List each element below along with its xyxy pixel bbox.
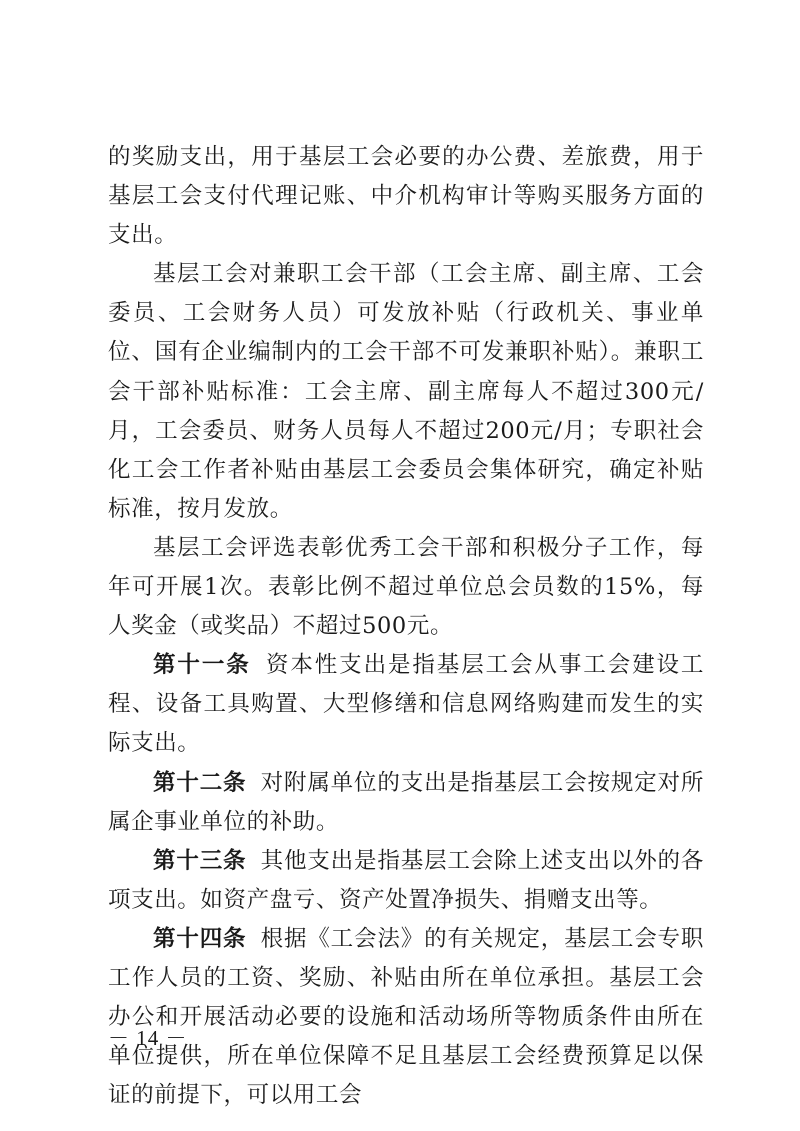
article-number: 第十二条 xyxy=(153,769,247,796)
article-text: 对附属单位的支出是指基层工会按规定对所属企事业单位的补助。 xyxy=(108,769,704,835)
article-text: 根据《工会法》的有关规定，基层工会专职工作人员的工资、奖励、补贴由所在单位承担。基层工会办公和开展活动必要的设施和活动场所等物质条件由所在单位提供，所在单位保障不足且基层工会经费预算足以保证的前提下，可以用工会 xyxy=(108,925,704,1109)
paragraph-text: 基层工会对兼职工会干部（工会主席、副主席、工会委员、工会财务人员）可发放补贴（行政机关、事业单位、国有企业编制内的工会干部不可发兼职补贴）。兼职工会干部补贴标准：工会主席、副主席每人不超过300元/月，工会委员、财务人员每人不超过200元/月；专职社会化工会工作者补贴由基层工会委员会集体研究，确定补贴标准，按月发放。 xyxy=(108,261,704,522)
paragraph-text: 的奖励支出，用于基层工会必要的办公费、差旅费，用于基层工会支付代理记账、中介机构审计等购买服务方面的支出。 xyxy=(108,144,704,249)
document-body xyxy=(108,138,704,1115)
page-number: － 14 － xyxy=(108,1026,188,1050)
article-number: 第十四条 xyxy=(153,925,247,952)
article-13 xyxy=(108,842,704,920)
article-text: 其他支出是指基层工会除上述支出以外的各项支出。如资产盘亏、资产处置净损失、捐赠支出等。 xyxy=(108,847,704,913)
article-14 xyxy=(108,920,704,1115)
article-number: 第十一条 xyxy=(153,652,251,679)
paragraph-1 xyxy=(108,138,704,255)
article-12 xyxy=(108,764,704,842)
paragraph-text: 基层工会评选表彰优秀工会干部和积极分子工作，每年可开展1次。表彰比例不超过单位总会员数的15%，每人奖金（或奖品）不超过500元。 xyxy=(108,534,704,640)
paragraph-2 xyxy=(108,255,704,529)
article-11 xyxy=(108,646,704,763)
article-text: 资本性支出是指基层工会从事工会建设工程、设备工具购置、大型修缮和信息网络购建而发生的实际支出。 xyxy=(108,652,704,757)
article-number: 第十三条 xyxy=(153,847,247,874)
paragraph-3 xyxy=(108,529,704,646)
